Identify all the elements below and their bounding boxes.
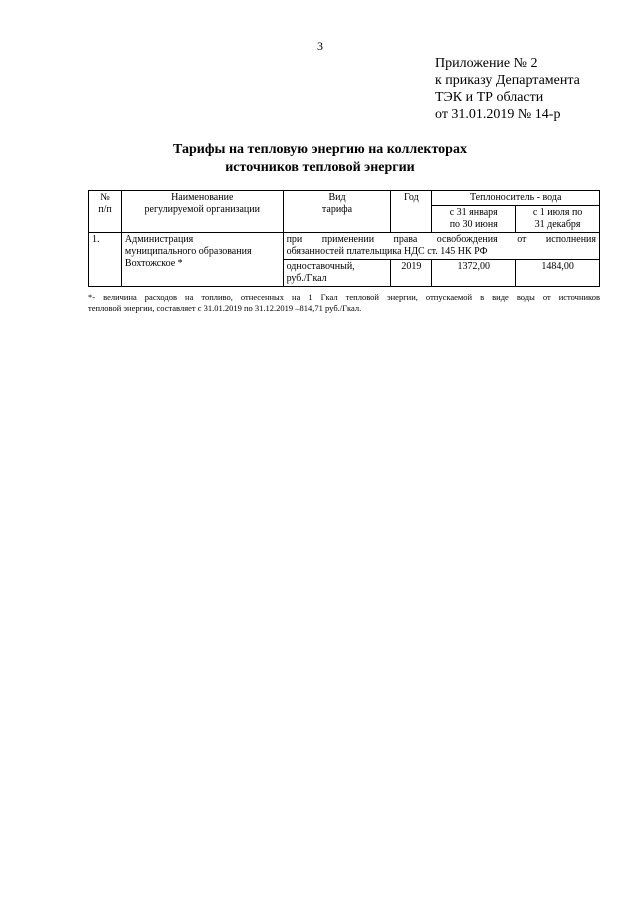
header-period-2: с 1 июля по 31 декабря [516,206,600,233]
header-organization: Наименование регулируемой организации [121,191,283,233]
header-period-1: с 31 января по 30 июня [432,206,516,233]
row-value-period-1: 1372,00 [432,260,516,287]
document-title [0,141,640,177]
appendix-block [435,55,580,123]
footnote [88,292,600,314]
appendix-line: ТЭК и ТР области [435,90,544,105]
table-header-row [89,191,600,206]
appendix-line: Приложение № 2 [435,56,538,71]
page-number: 3 [317,39,323,53]
header-tariff-type: Вид тарифа [283,191,391,233]
header-year: Год [391,191,432,233]
row-number: 1. [89,233,122,287]
table-row [89,233,600,260]
appendix-line: от 31.01.2019 № 14-р [435,107,561,122]
row-value-period-2: 1484,00 [516,260,600,287]
title-line: источников тепловой энергии [225,160,415,175]
row-tariff-type: одноставочный, руб./Гкал [283,260,391,287]
tariff-table [88,190,600,287]
row-condition: при применении права освобождения от исполнения обязанностей плательщика НДС ст. 145 НК РФ [283,233,599,260]
appendix-line: к приказу Департамента [435,73,580,88]
title-line: Тарифы на тепловую энергию на коллекторах [173,142,467,157]
row-year: 2019 [391,260,432,287]
footnote-line: *- величина расходов на топливо, отнесенных на 1 Гкал тепловой энергии, отпускаемой в виде воды от источников [88,292,600,302]
row-organization: Администрация муниципального образования Вохтожское * [121,233,283,287]
header-heat-carrier: Теплоноситель - вода [432,191,600,206]
header-number: № п/п [89,191,122,233]
footnote-line: тепловой энергии, составляет с 31.01.2019 по 31.12.2019 –814,71 руб./Гкал. [88,303,362,313]
